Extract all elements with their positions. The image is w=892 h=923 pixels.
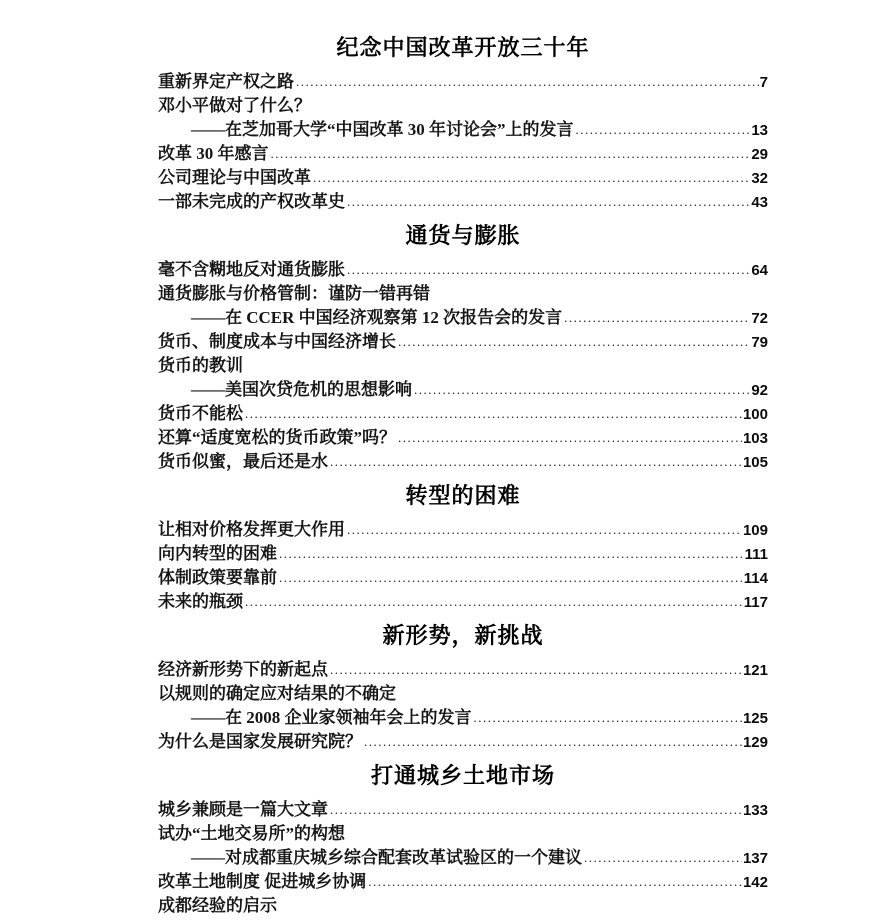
entry-title: 邓小平做对了什么？ bbox=[158, 96, 311, 115]
entry-page: 114 bbox=[743, 570, 768, 587]
section-entries bbox=[158, 658, 768, 754]
toc-entry[interactable] bbox=[158, 426, 768, 450]
dot-leader bbox=[368, 870, 742, 894]
toc-section bbox=[158, 482, 768, 614]
toc-entry[interactable] bbox=[158, 706, 768, 730]
section-entries bbox=[158, 70, 768, 214]
toc-entry[interactable] bbox=[158, 542, 768, 566]
entry-page: 79 bbox=[751, 334, 768, 351]
entry-page: 72 bbox=[751, 310, 768, 327]
toc-entry[interactable] bbox=[158, 518, 768, 542]
entry-page: 133 bbox=[742, 802, 768, 819]
entry-page: 29 bbox=[751, 146, 768, 163]
section-heading: 转型的困难 bbox=[405, 483, 521, 508]
dot-leader bbox=[398, 426, 742, 450]
toc-entry[interactable] bbox=[158, 846, 768, 870]
entry-page: 43 bbox=[751, 194, 768, 211]
toc-section bbox=[158, 222, 768, 474]
dot-leader bbox=[347, 518, 742, 542]
dot-leader bbox=[245, 590, 743, 614]
entry-title: 试办“土地交易所”的构想 bbox=[158, 824, 345, 843]
entry-title: 公司理论与中国改革 bbox=[158, 168, 311, 187]
dot-leader bbox=[271, 142, 751, 166]
entry-title: 城乡兼顾是一篇大文章 bbox=[158, 800, 328, 819]
entry-title: 货币的教训 bbox=[158, 356, 243, 375]
toc-entry[interactable] bbox=[158, 682, 768, 706]
entry-title: 未来的瓶颈 bbox=[158, 592, 243, 611]
toc-entry[interactable] bbox=[158, 658, 768, 682]
toc-section bbox=[158, 34, 768, 214]
entry-page: 103 bbox=[742, 430, 768, 447]
toc-entry[interactable] bbox=[158, 378, 768, 402]
dot-leader bbox=[347, 190, 750, 214]
entry-page: 32 bbox=[751, 170, 768, 187]
toc bbox=[158, 34, 768, 918]
entry-title: 为什么是国家发展研究院？ bbox=[158, 732, 362, 751]
toc-entry[interactable] bbox=[158, 94, 768, 118]
dot-leader bbox=[564, 306, 750, 330]
toc-entry[interactable] bbox=[158, 590, 768, 614]
entry-title: 一部未完成的产权改革史 bbox=[158, 192, 345, 211]
dot-leader bbox=[398, 330, 750, 354]
dot-leader bbox=[330, 658, 742, 682]
toc-entry[interactable] bbox=[158, 798, 768, 822]
entry-title: 体制政策要靠前 bbox=[158, 568, 277, 587]
section-heading: 打通城乡土地市场 bbox=[370, 763, 555, 788]
dot-leader bbox=[584, 846, 742, 870]
entry-title: 改革土地制度 促进城乡协调 bbox=[158, 872, 367, 891]
dot-leader bbox=[313, 166, 750, 190]
entry-page: 142 bbox=[742, 874, 768, 891]
toc-entry[interactable] bbox=[158, 166, 768, 190]
dot-leader bbox=[364, 730, 742, 754]
toc-entry[interactable] bbox=[158, 822, 768, 846]
entry-page: 125 bbox=[742, 710, 768, 727]
toc-section bbox=[158, 622, 768, 754]
entry-title: 向内转型的困难 bbox=[158, 544, 277, 563]
entry-title: 成都经验的启示 bbox=[158, 896, 277, 915]
toc-entry[interactable] bbox=[158, 402, 768, 426]
toc-entry[interactable] bbox=[158, 566, 768, 590]
entry-page: 117 bbox=[743, 594, 768, 611]
section-entries bbox=[158, 258, 768, 474]
dot-leader bbox=[347, 258, 750, 282]
entry-title: 改革 30 年感言 bbox=[158, 144, 269, 163]
entry-page: 92 bbox=[751, 382, 768, 399]
toc-entry[interactable] bbox=[158, 282, 768, 306]
entry-title: 货币不能松 bbox=[158, 404, 243, 423]
entry-title: ——美国次贷危机的思想影响 bbox=[191, 380, 412, 399]
entry-title: 还算“适度宽松的货币政策”吗？ bbox=[158, 428, 396, 447]
dot-leader bbox=[414, 378, 750, 402]
toc-entry[interactable] bbox=[158, 450, 768, 474]
entry-page: 105 bbox=[742, 454, 768, 471]
entry-title: ——在 2008 企业家领袖年会上的发言 bbox=[191, 708, 472, 727]
entry-page: 109 bbox=[742, 522, 768, 539]
dot-leader bbox=[330, 450, 742, 474]
entry-title: ——在 CCER 中国经济观察第 12 次报告会的发言 bbox=[191, 308, 563, 327]
entry-title: 以规则的确定应对结果的不确定 bbox=[158, 684, 396, 703]
entry-title: 让相对价格发挥更大作用 bbox=[158, 520, 345, 539]
entry-title: 重新界定产权之路 bbox=[158, 72, 294, 91]
toc-entry[interactable] bbox=[158, 306, 768, 330]
entry-title: 货币似蜜，最后还是水 bbox=[158, 452, 328, 471]
entry-title: 经济新形势下的新起点 bbox=[158, 660, 328, 679]
section-heading: 新形势，新挑战 bbox=[382, 623, 544, 648]
entry-title: 通货膨胀与价格管制：谨防一错再错 bbox=[158, 284, 430, 303]
dot-leader bbox=[245, 402, 742, 426]
toc-entry[interactable] bbox=[158, 70, 768, 94]
toc-entry[interactable] bbox=[158, 258, 768, 282]
entry-title: 货币、制度成本与中国经济增长 bbox=[158, 332, 396, 351]
dot-leader bbox=[576, 118, 751, 142]
dot-leader bbox=[296, 70, 759, 94]
entry-page: 64 bbox=[751, 262, 768, 279]
entry-page: 129 bbox=[742, 734, 768, 751]
toc-entry[interactable] bbox=[158, 190, 768, 214]
toc-entry[interactable] bbox=[158, 870, 768, 894]
toc-entry[interactable] bbox=[158, 330, 768, 354]
toc-entry[interactable] bbox=[158, 118, 768, 142]
section-entries bbox=[158, 798, 768, 918]
toc-entry[interactable] bbox=[158, 354, 768, 378]
toc-entry[interactable] bbox=[158, 142, 768, 166]
entry-page: 137 bbox=[742, 850, 768, 867]
dot-leader bbox=[330, 798, 742, 822]
entry-page: 13 bbox=[751, 122, 768, 139]
entry-page: 7 bbox=[759, 74, 768, 91]
entry-title: ——在芝加哥大学“中国改革 30 年讨论会”上的发言 bbox=[191, 120, 574, 139]
toc-entry[interactable] bbox=[158, 730, 768, 754]
toc-section bbox=[158, 762, 768, 918]
section-heading: 纪念中国改革开放三十年 bbox=[336, 35, 590, 60]
entry-page: 100 bbox=[742, 406, 768, 423]
toc-entry[interactable] bbox=[158, 894, 768, 918]
entry-page: 111 bbox=[744, 546, 768, 563]
dot-leader bbox=[279, 566, 743, 590]
section-entries bbox=[158, 518, 768, 614]
dot-leader bbox=[279, 542, 744, 566]
entry-title: ——对成都重庆城乡综合配套改革试验区的一个建议 bbox=[191, 848, 582, 867]
dot-leader bbox=[474, 706, 742, 730]
entry-page: 121 bbox=[742, 662, 768, 679]
section-heading: 通货与膨胀 bbox=[405, 223, 521, 248]
entry-title: 毫不含糊地反对通货膨胀 bbox=[158, 260, 345, 279]
